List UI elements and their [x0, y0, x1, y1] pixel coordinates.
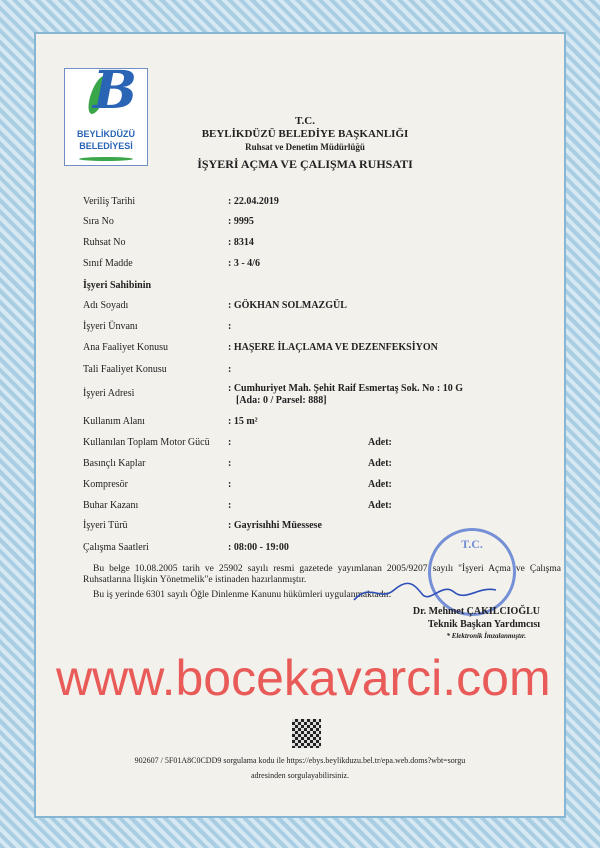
field-label: Tali Faaliyet Konusu: [83, 364, 167, 375]
field-value: : 8314: [228, 237, 254, 248]
watermark: www.bocekavarci.com: [56, 650, 551, 706]
field-value: :: [228, 479, 232, 490]
field-label: Buhar Kazanı: [83, 500, 139, 511]
field-label: İşyeri Türü: [83, 520, 128, 531]
header-org: BEYLİKDÜZÜ BELEDİYE BAŞKANLIĞI: [201, 128, 409, 140]
logo-text-2: BELEDİYESİ: [79, 141, 133, 151]
field-label: Sıra No: [83, 216, 114, 227]
field-label: Ruhsat No: [83, 237, 126, 248]
field-label: Veriliş Tarihi: [83, 196, 136, 207]
field-label: Basınçlı Kaplar: [83, 458, 146, 469]
field-value: : 9995: [228, 216, 254, 227]
verification-code: 902607 / 5F01A8C0CDD9 sorgulama kodu ile https://ebys.beylikduzu.bel.tr/epa.web.doms?wbt=sorgu: [134, 756, 466, 765]
adet-label: Adet:: [368, 500, 392, 511]
field-label: İşyeri Adresi: [83, 388, 135, 399]
field-value: : 08:00 - 19:00: [228, 542, 289, 553]
handwritten-signature: [350, 580, 500, 604]
field-label: İşyeri Sahibinin: [83, 280, 152, 291]
logo-swoosh-icon: [79, 157, 133, 161]
logo-text-1: BEYLİKDÜZÜ: [77, 129, 135, 139]
stamp-text: T.C.: [461, 537, 483, 551]
field-label: Kullanım Alanı: [83, 416, 145, 427]
e-signature-note: * Elektronik İmzalanmıştır.: [446, 632, 526, 640]
field-value: :: [228, 364, 232, 375]
field-value: : HAŞERE İLAÇLAMA VE DEZENFEKSİYON: [228, 342, 438, 353]
adet-label: Adet:: [368, 479, 392, 490]
logo-b-icon: B: [93, 60, 137, 121]
adet-label: Adet:: [368, 437, 392, 448]
header-dept: Ruhsat ve Denetim Müdürlüğü: [245, 142, 365, 152]
field-label: Sınıf Madde: [83, 258, 133, 269]
field-value: : GÖKHAN SOLMAZGÜL: [228, 300, 347, 311]
field-label: İşyeri Ünvanı: [83, 321, 138, 332]
field-label: Çalışma Saatleri: [83, 542, 149, 553]
field-value: : Gayrisıhhi Müessese: [228, 520, 322, 531]
verification-note: adresinden sorgulayabilirsiniz.: [250, 771, 350, 780]
adet-label: Adet:: [368, 458, 392, 469]
field-value: :: [228, 458, 232, 469]
legal-paragraph: Bu belge 10.08.2005 tarih ve 25902 sayılı resmi gazetede yayımlanan 2005/9207 sayılı "İşyeri Açma ve Çalışma Ruhsatlarına İlişkin Yönetmelik"e istinaden hazırlanmıştır.: [83, 564, 561, 585]
field-value: :: [228, 500, 232, 511]
field-value: :: [228, 437, 232, 448]
field-value: : Cumhuriyet Mah. Şehit Raif Esmertaş Sok. No : 10 G: [228, 383, 463, 394]
field-label: Ana Faaliyet Konusu: [83, 342, 168, 353]
field-value: : 3 - 4/6: [228, 258, 260, 269]
signer-name: Dr. Mehmet ÇAKILCIOĞLU: [412, 606, 540, 617]
signer-role: Teknik Başkan Yardımcısı: [427, 619, 540, 630]
field-label: Kullanılan Toplam Motor Gücü: [83, 437, 210, 448]
rest-law-paragraph: Bu iş yerinde 6301 sayılı Öğle Dinlenme Kanunu hükümleri uygulanmaktadır.: [93, 590, 392, 600]
field-value: : 22.04.2019: [228, 196, 279, 207]
municipality-logo: [64, 60, 148, 166]
field-value: :: [228, 321, 232, 332]
document-title: İŞYERİ AÇMA VE ÇALIŞMA RUHSATI: [197, 157, 413, 171]
field-label: Adı Soyadı: [83, 300, 129, 311]
field-value-2: [Ada: 0 / Parsel: 888]: [236, 395, 327, 406]
field-value: : 15 m²: [228, 416, 258, 427]
qr-code: [292, 719, 321, 748]
header-tc: T.C.: [295, 115, 315, 127]
field-label: Kompresör: [83, 479, 128, 490]
